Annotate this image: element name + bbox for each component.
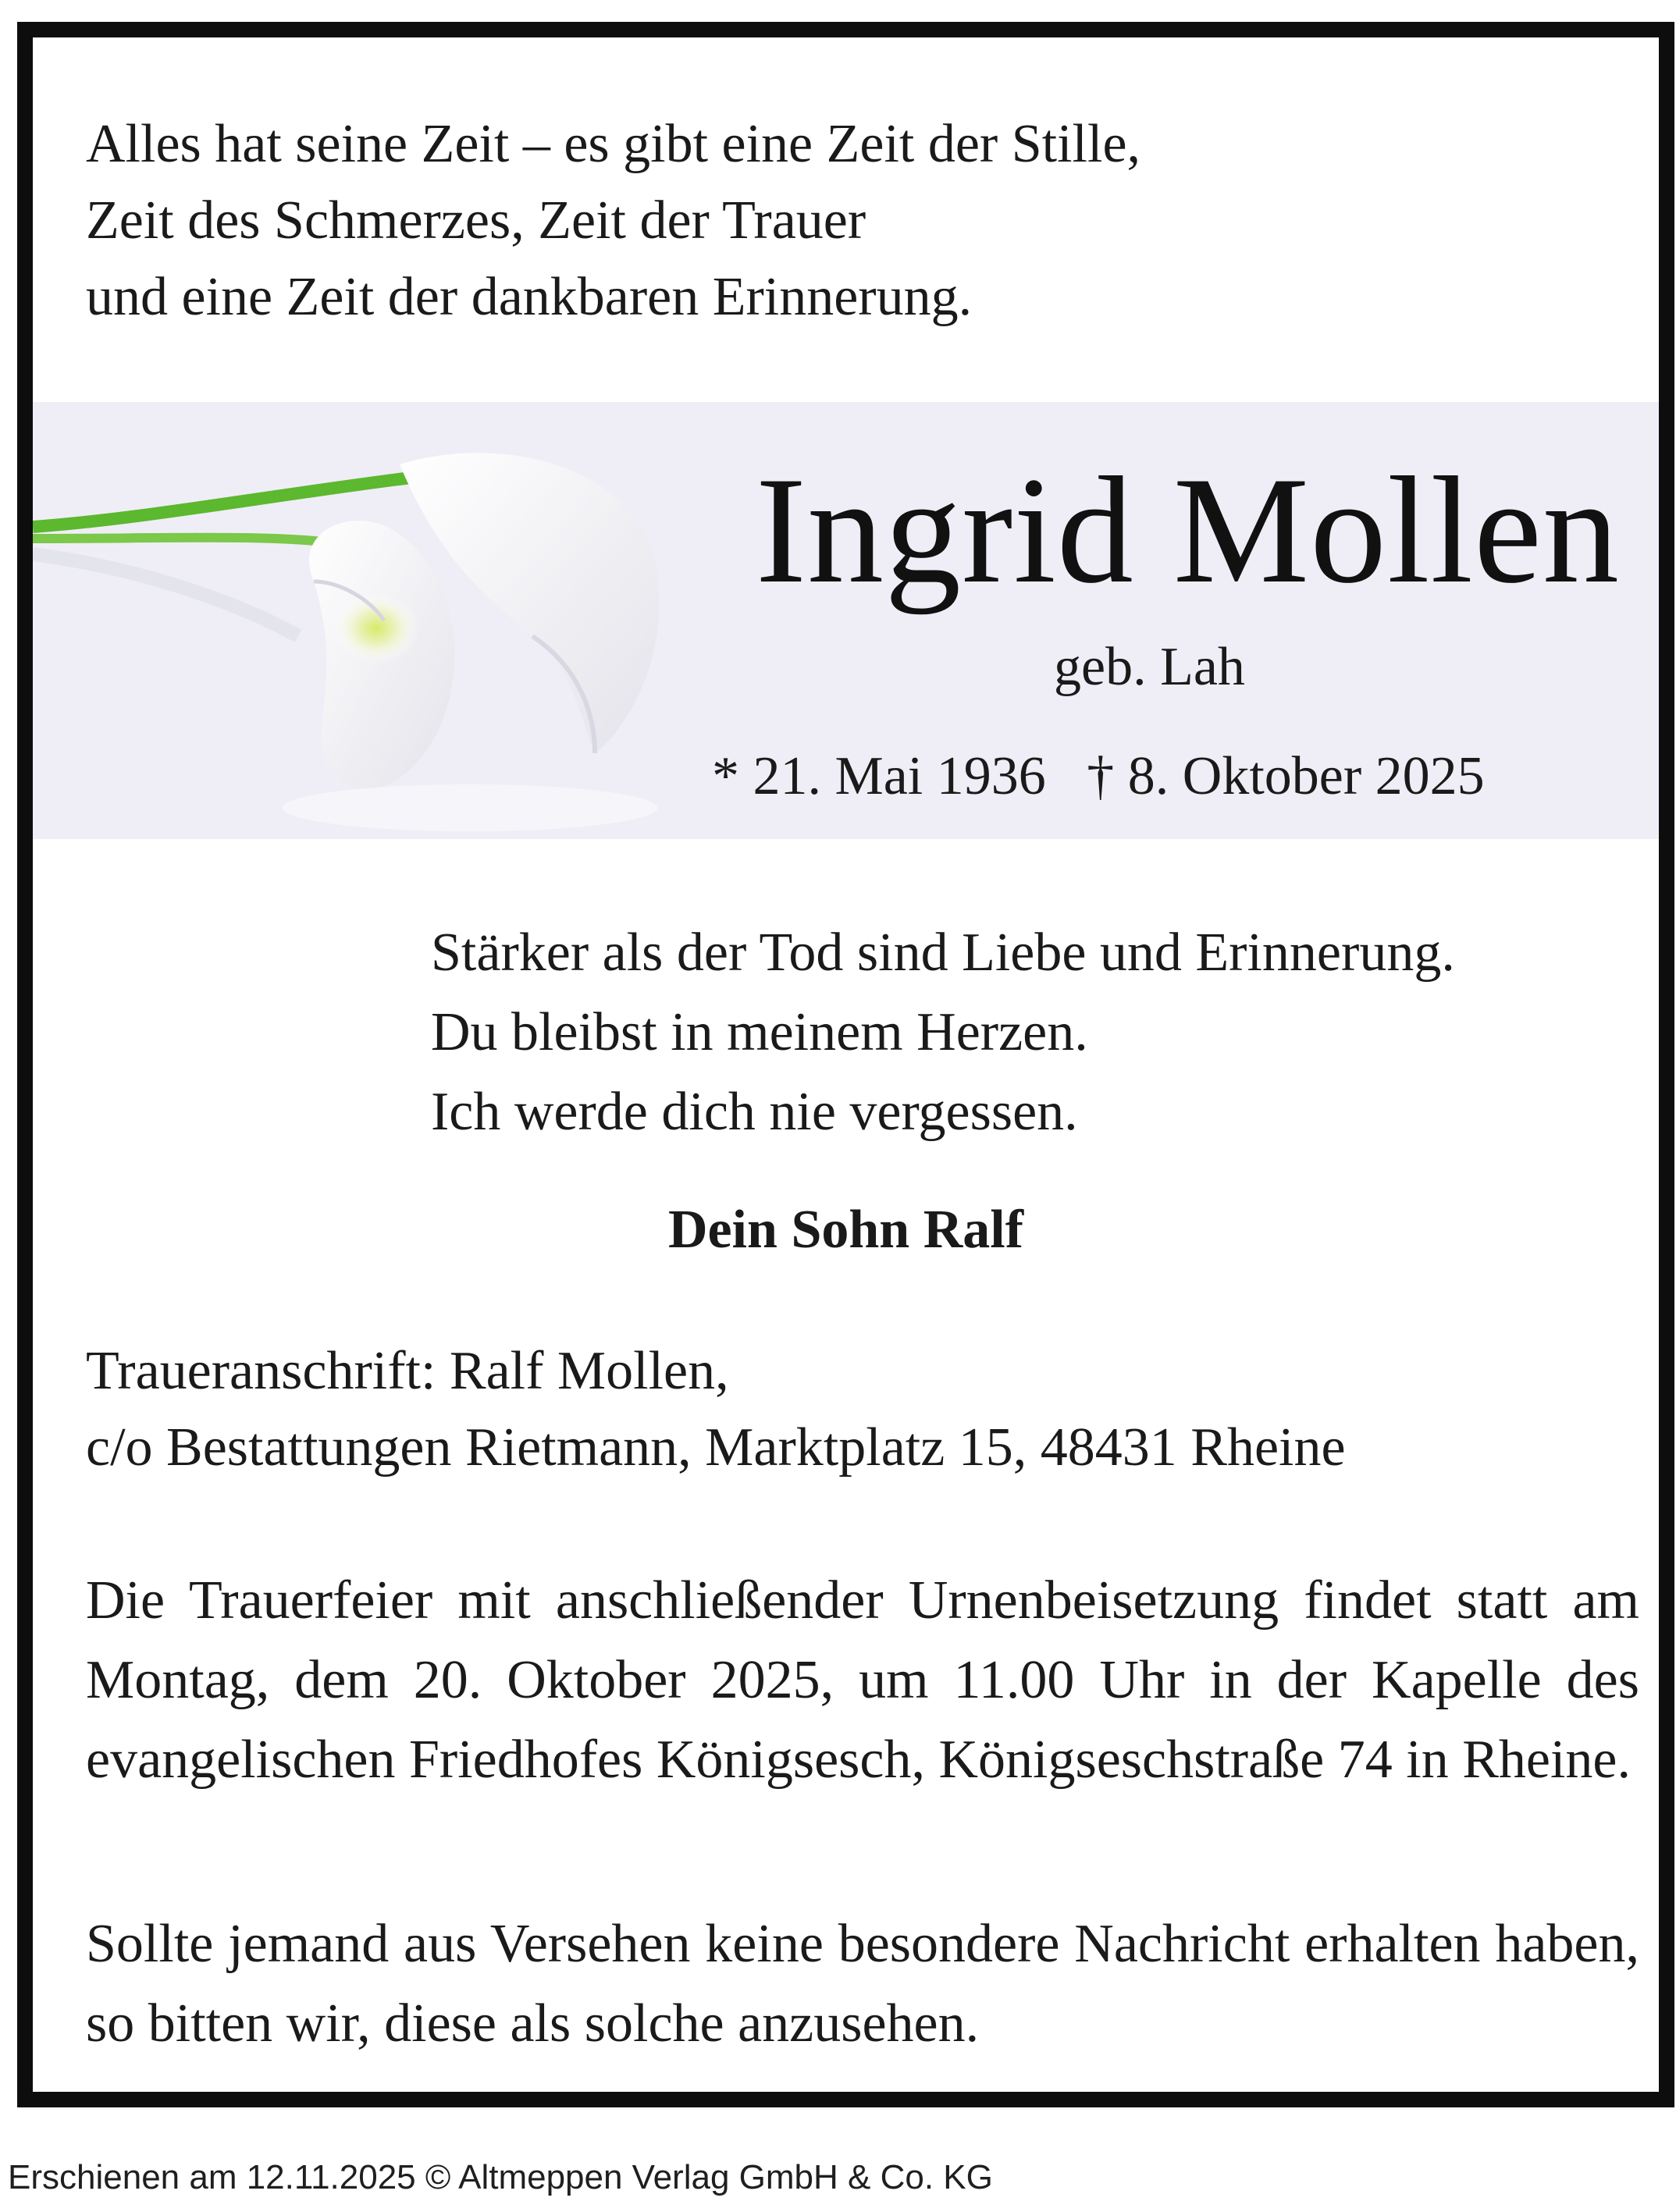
calla-lily-icon [33, 402, 704, 839]
obituary-notice [17, 22, 1674, 2107]
death-date: † 8. Oktober 2025 [1087, 746, 1485, 806]
deceased-name: Ingrid Mollen [755, 446, 1620, 615]
motto-line: und eine Zeit der dankbaren Erinnerung. [86, 267, 973, 327]
born-name: geb. Lah [1054, 637, 1245, 697]
name-banner [33, 402, 1659, 839]
verse-line: Stärker als der Tod sind Liebe und Erinnerung. [431, 923, 1455, 983]
life-dates [712, 745, 1485, 808]
publication-footer: Erschienen am 12.11.2025 © Altmeppen Verlag GmbH & Co. KG [8, 2158, 993, 2196]
funeral-paragraph: Die Trauerfeier mit anschließender Urnenbeisetzung findet statt am Montag, dem 20. Oktober 2025, um 11.00 Uhr in der Kapelle des evangelischen Friedhofes Königsesch, Königseschstraße 74 in Rheine. [86, 1570, 1639, 1790]
address-line: Traueranschrift: Ralf Mollen, [86, 1341, 729, 1401]
mourning-address [86, 1333, 1346, 1486]
verse-line: Du bleibst in meinem Herzen. [431, 1002, 1088, 1062]
notice-paragraph: Sollte jemand aus Versehen keine besondere Nachricht erhalten haben, so bitten wir, diese als solche anzusehen. [86, 1914, 1639, 2054]
birth-date: * 21. Mai 1936 [712, 746, 1046, 806]
verse-line: Ich werde dich nie vergessen. [431, 1082, 1078, 1142]
motto [86, 106, 1140, 336]
signature: Dein Sohn Ralf [667, 1200, 1024, 1260]
verse [431, 913, 1455, 1152]
address-line: c/o Bestattungen Rietmann, Marktplatz 15, 48431 Rheine [86, 1417, 1346, 1478]
motto-line: Zeit des Schmerzes, Zeit der Trauer [86, 190, 866, 251]
motto-line: Alles hat seine Zeit – es gibt eine Zeit der Stille, [86, 114, 1141, 174]
